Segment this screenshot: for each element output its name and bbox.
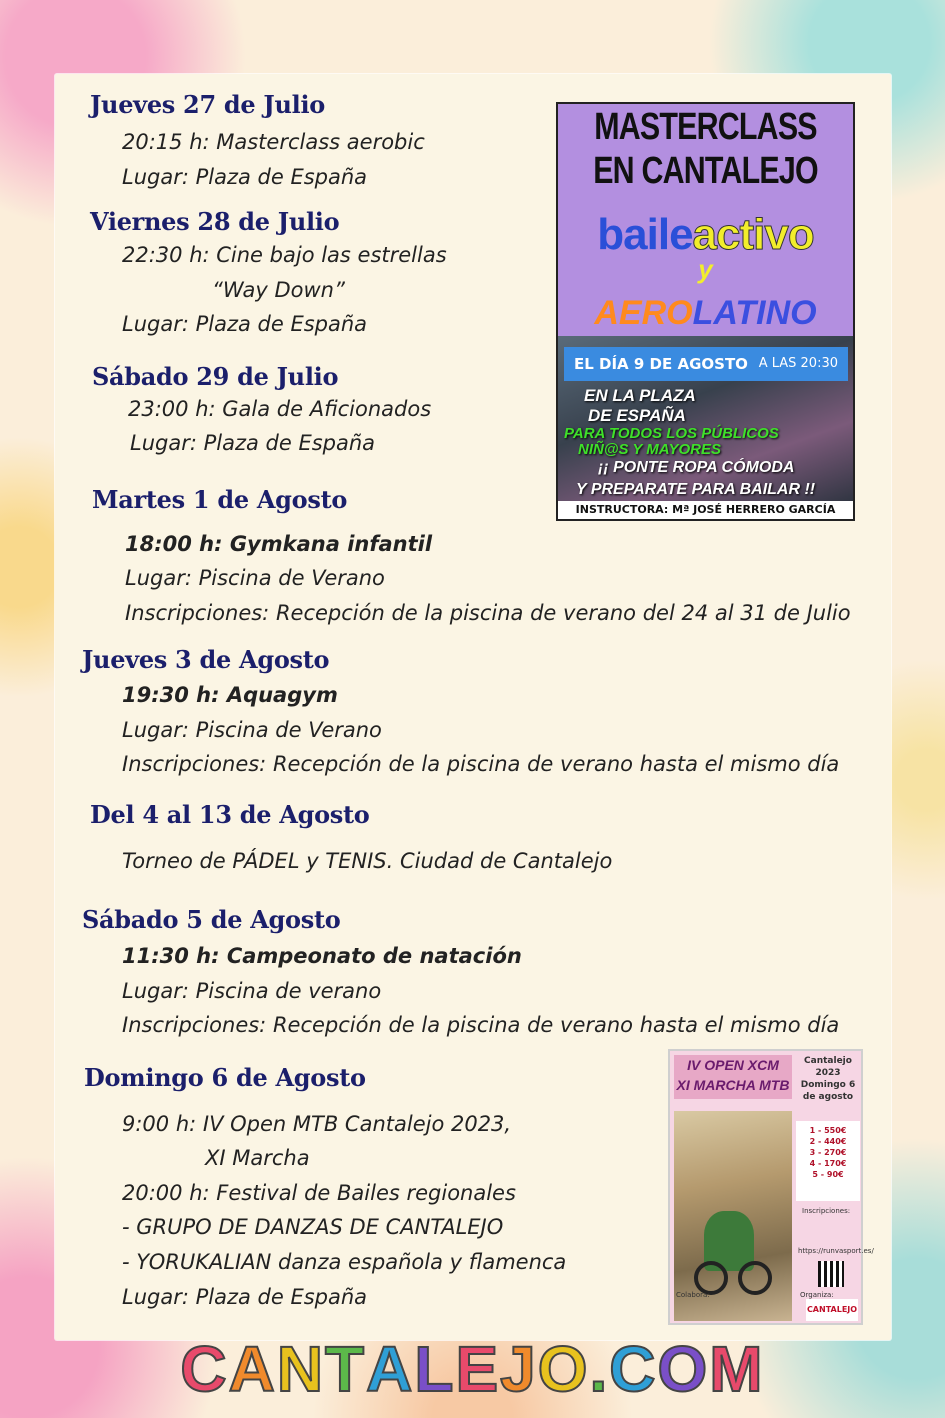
event-line: 20:00 h: Festival de Bailes regionales [122,1181,516,1205]
brand-letter: . [589,1333,610,1405]
event-heading: Viernes 28 de Julio [90,207,340,236]
poster-place1: EN LA PLAZA [584,386,696,405]
poster-wear2: Y PREPARATE PARA BAILAR !! [576,481,816,498]
event-line: 9:00 h: IV Open MTB Cantalejo 2023, [122,1112,512,1136]
event-line: - GRUPO DE DANZAS DE CANTALEJO [122,1215,504,1239]
mtb-poster-date: Cantalejo 2023 Domingo 6 de agosto [800,1056,856,1102]
poster-public1: PARA TODOS LOS PÚBLICOS [564,425,779,442]
event-line: Lugar: Plaza de España [130,431,376,455]
bike-wheel [738,1261,772,1295]
event-line: 22:30 h: Cine bajo las estrellas [122,243,447,267]
brand-letter: O [657,1333,710,1405]
event-line: 19:30 h: Aquagym [122,683,338,707]
brand-letter: N [276,1333,326,1405]
brand-letter: E [455,1333,501,1405]
event-heading: Jueves 3 de Agosto [82,645,330,674]
event-line: Inscripciones: Recepción de la piscina de verano hasta el mismo día [122,1013,840,1037]
event-line: Lugar: Piscina de Verano [125,566,385,590]
mtb-web: https://runvasport.es/ [798,1247,874,1255]
event-line: XI Marcha [205,1146,310,1170]
brand-letter: A [228,1333,277,1405]
event-line: Lugar: Piscina de Verano [122,718,382,742]
brand-letter: M [709,1333,765,1405]
event-line: Lugar: Plaza de España [122,165,368,189]
event-line: 18:00 h: Gymkana infantil [125,532,433,556]
mtb-rider-photo [674,1111,792,1321]
poster-aerolatino: AEROLATINO [594,294,817,332]
mtb-organizer-badge: CANTALEJO [806,1299,858,1321]
brand-letter: O [537,1333,590,1405]
event-line: 11:30 h: Campeonato de natación [122,944,522,968]
poster-place2: DE ESPAÑA [588,406,686,425]
event-line: 20:15 h: Masterclass aerobic [122,130,425,154]
event-heading: Sábado 29 de Julio [92,362,339,391]
event-heading: Del 4 al 13 de Agosto [90,800,370,829]
brand-letter: C [609,1333,658,1405]
event-line: - YORUKALIAN danza española y flamenca [122,1250,567,1274]
poster-title-line1: MASTERCLASS [594,106,817,148]
mtb-poster [668,1049,874,1325]
poster-wear1: ¡¡ PONTE ROPA CÓMODA [598,459,795,476]
site-brand [0,1332,945,1406]
masterclass-poster [556,102,855,521]
poster-title-line2: EN CANTALEJO [593,150,818,192]
mtb-colabora: Colabora: [676,1291,710,1299]
event-line: Lugar: Plaza de España [122,312,368,336]
event-heading: Domingo 6 de Agosto [84,1063,366,1092]
poster-instructor: INSTRUCTORA: Mª JOSÉ HERRERO GARCÍA [558,501,853,519]
event-line: Torneo de PÁDEL y TENIS. Ciudad de Cantalejo [122,849,613,873]
poster-baile-activo: baileactivo [597,210,814,259]
event-line: Lugar: Plaza de España [122,1285,368,1309]
event-line: 23:00 h: Gala de Aficionados [128,397,432,421]
poster-date-band: EL DÍA 9 DE AGOSTO A LAS 20:30 [564,347,848,381]
qr-code-icon [818,1261,844,1287]
event-heading: Sábado 5 de Agosto [82,905,341,934]
event-heading: Jueves 27 de Julio [90,90,325,119]
mtb-poster-header: IV OPEN XCM XI MARCHA MTB [674,1055,792,1099]
event-line: Lugar: Piscina de verano [122,979,382,1003]
poster-public2: NIÑ@S Y MAYORES [578,441,721,458]
brand-letter: L [414,1333,456,1405]
event-line: “Way Down” [212,278,345,302]
brand-letter: A [366,1333,415,1405]
poster-y: y [698,254,713,284]
mtb-inscripciones: Inscripciones: [802,1207,851,1215]
event-line: Inscripciones: Recepción de la piscina de verano hasta el mismo día [122,752,840,776]
bike-wheel [694,1261,728,1295]
event-heading: Martes 1 de Agosto [92,485,348,514]
mtb-prize-list: 1 - 550€ 2 - 440€ 3 - 270€ 4 - 170€ 5 - 90€ [796,1121,860,1201]
brand-letter: C [180,1333,229,1405]
event-line: Inscripciones: Recepción de la piscina de verano del 24 al 31 de Julio [125,601,851,625]
mtb-organiza: Organiza: [800,1291,834,1299]
brand-letter: J [500,1333,538,1405]
brand-letter: T [325,1333,367,1405]
